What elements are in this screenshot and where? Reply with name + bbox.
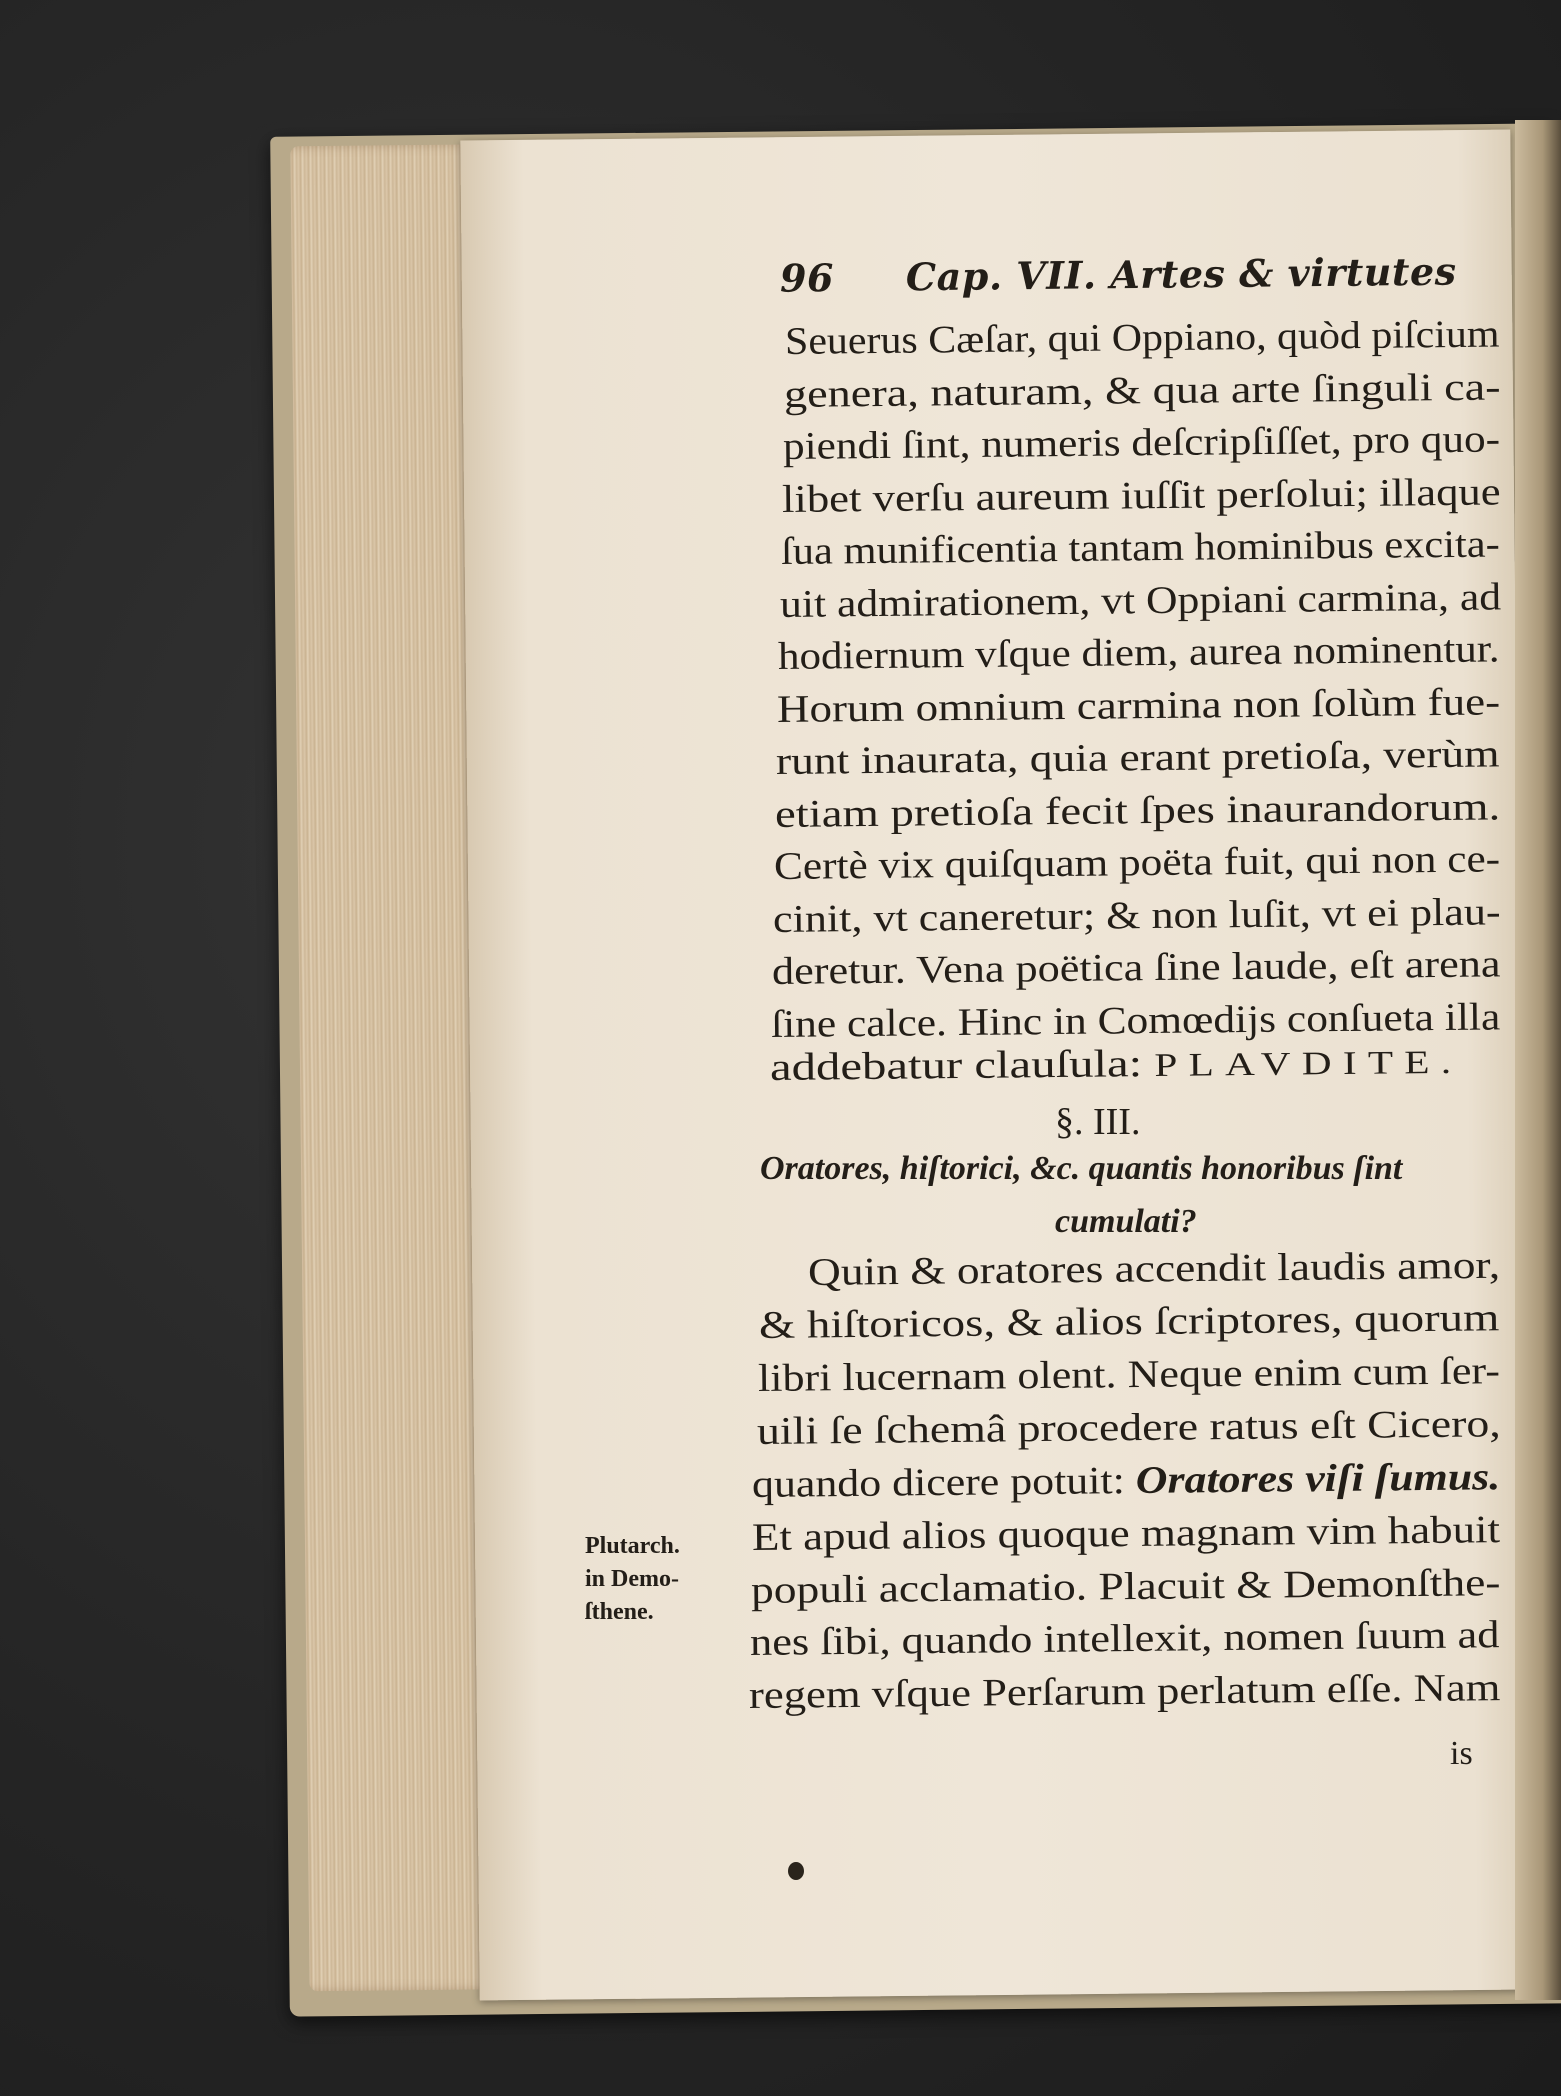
margin-note-line: in Demo- <box>585 1566 679 1592</box>
catchword: is <box>1450 1735 1473 1772</box>
page-number: 96 <box>779 255 835 301</box>
body-line: hodiernum vſque diem, aurea nominentur. <box>778 627 1501 678</box>
margin-note-line: ſthene. <box>585 1599 654 1625</box>
section-heading: Oratores, hiſtorici, &c. quantis honoribus ſint <box>760 1150 1403 1187</box>
section-heading-continued: cumulati? <box>1055 1203 1197 1240</box>
plaudite-caps: PLAVDITE. <box>1154 1044 1463 1084</box>
body-line: Quin & oratores accendit laudis amor, <box>807 1243 1501 1294</box>
body-line <box>752 1457 1501 1504</box>
body-line-text: addebatur clauſula: <box>769 1041 1155 1089</box>
body-line: cinit, vt caneretur; & non luſit, vt ei plau- <box>772 889 1501 941</box>
body-line: uit admirationem, vt Oppiani carmina, ad <box>779 574 1501 626</box>
chapter-title: Cap. VII. Artes & virtutes <box>905 248 1457 300</box>
body-line: & hiſtoricos, & alios ſcriptores, quorum <box>758 1296 1500 1347</box>
body-line: runt inaurata, quia erant pretioſa, verùm <box>775 732 1500 783</box>
running-head <box>780 248 1480 300</box>
body-line: deretur. Vena poëtica ſine laude, eſt arena <box>771 942 1501 993</box>
body-line: populi acclamatio. Placuit & Demonſthe- <box>750 1560 1501 1612</box>
ink-spot <box>788 1862 804 1880</box>
body-line: regem vſque Perſarum perlatum eſſe. Nam <box>748 1665 1501 1717</box>
body-line: Horum omnium carmina non ſolùm fue- <box>777 679 1501 731</box>
margin-note <box>585 1530 745 1629</box>
body-line: libri lucernam olent. Neque enim cum ſer- <box>757 1349 1500 1400</box>
body-line: Et apud alios quoque magnam vim habuit <box>751 1508 1501 1559</box>
body-line: genera, naturam, & qua arte ſinguli ca- <box>783 364 1501 416</box>
body-line: etiam pretioſa fecit ſpes inaurandorum. <box>774 784 1501 836</box>
body-line: uili ſe ſchemâ procedere ratus eſt Cicero, <box>756 1402 1501 1453</box>
section-mark: §. III. <box>1055 1101 1141 1143</box>
body-line: Seuerus Cæſar, qui Oppiano, quòd piſcium <box>784 312 1500 363</box>
margin-note-line: Plutarch. <box>585 1533 680 1559</box>
quotation: Oratores viſi ſumus. <box>1135 1455 1501 1502</box>
body-line: ſine calce. Hinc in Comœdijs conſueta illa <box>770 994 1501 1046</box>
body-line: Certè vix quiſquam poëta fuit, qui non ce- <box>773 837 1501 888</box>
body-line-text: quando dicere potuit: <box>751 1458 1137 1506</box>
body-line: nes ſibi, quando intellexit, nomen ſuum ad <box>749 1613 1500 1664</box>
body-line: ſua munificentia tantam hominibus excita- <box>780 522 1500 573</box>
body-line <box>770 1041 1463 1087</box>
body-line: libet verſu aureum iuſſit perſolui; illaque <box>781 469 1501 521</box>
body-line: piendi ſint, numeris deſcripſiſſet, pro quo- <box>782 417 1501 468</box>
